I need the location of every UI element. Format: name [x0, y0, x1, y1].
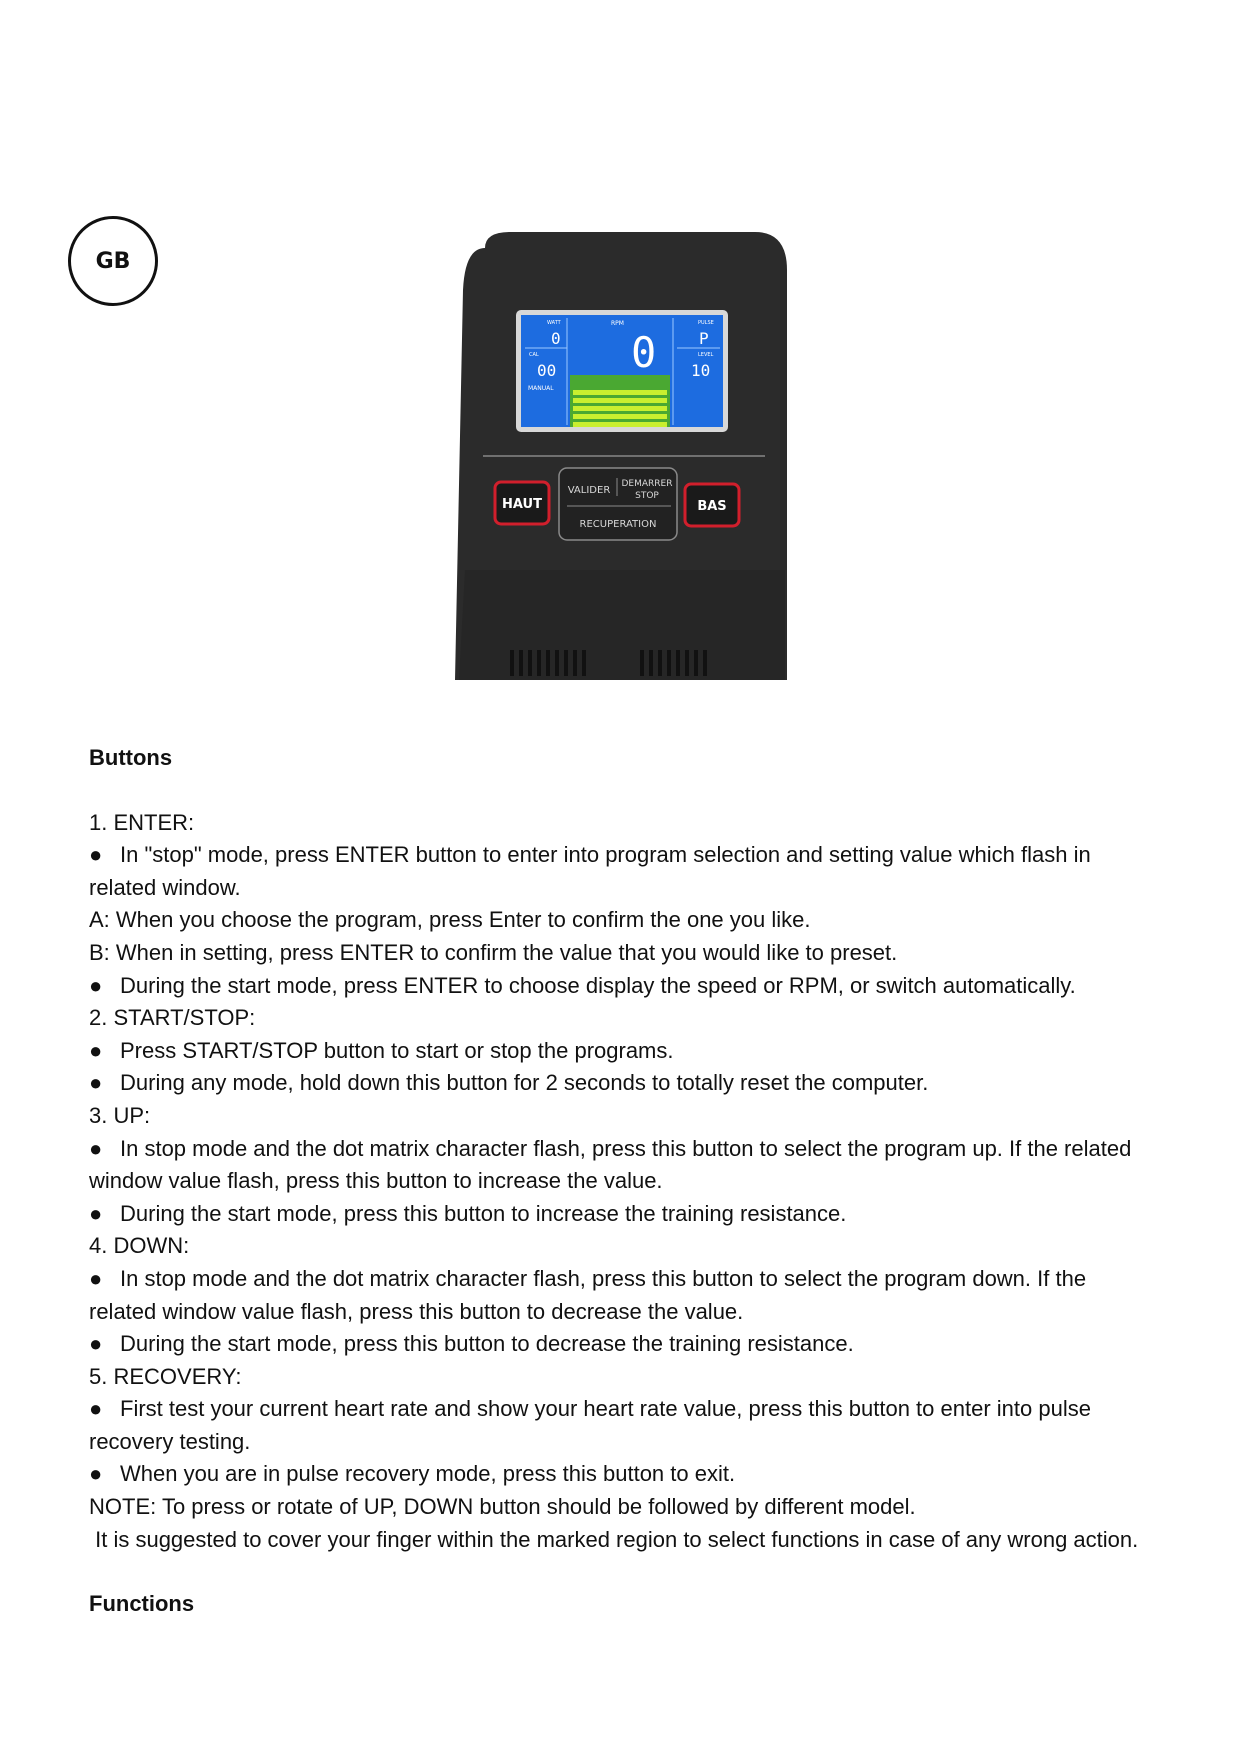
- functions-heading: Functions: [89, 1591, 195, 1617]
- bullet-text: When you are in pulse recovery mode, press this button to exit.: [120, 1461, 736, 1487]
- spacer: [89, 775, 1149, 807]
- language-badge: [68, 216, 158, 306]
- document-body: [89, 742, 1149, 1621]
- start-stop-label-line1: DEMARRER: [621, 479, 673, 489]
- bullet-icon: ●: [89, 1037, 103, 1063]
- lcd-watt-label: WATT: [547, 320, 561, 326]
- note-line: NOTE: To press or rotate of UP, DOWN button should be followed by different model.: [89, 1494, 916, 1520]
- start-stop-title: 2. START/STOP:: [89, 1005, 256, 1031]
- up-button[interactable]: [495, 482, 549, 524]
- buttons-heading: Buttons: [89, 745, 173, 770]
- down-button[interactable]: [685, 484, 739, 526]
- note-line: It is suggested to cover your finger within the marked region to select functions in case of any wrong action.: [89, 1526, 1139, 1552]
- text-line: B: When in setting, press ENTER to confirm the value that you would like to preset.: [89, 939, 898, 965]
- lcd-mode-label: MANUAL: [528, 385, 554, 392]
- enter-button[interactable]: [563, 472, 615, 504]
- enter-title: 1. ENTER:: [89, 809, 195, 835]
- bullet-item: [89, 1035, 1149, 1068]
- bullet-icon: ●: [89, 1265, 103, 1291]
- lcd-level-value: 10: [691, 361, 711, 380]
- bullet-item: [89, 970, 1149, 1003]
- bullet-icon: ●: [89, 1070, 103, 1096]
- lcd-pulse-value: P: [699, 329, 709, 348]
- bullet-icon: ●: [89, 972, 103, 998]
- enter-button-label: VALIDER: [567, 485, 611, 496]
- lcd-rpm-value: 0: [631, 328, 657, 377]
- bullet-item: [89, 1328, 1149, 1361]
- bullet-item: [89, 1458, 1149, 1491]
- bullet-text: During the start mode, press this button to decrease the training resistance.: [120, 1331, 854, 1357]
- vent-grille-left: [510, 650, 586, 676]
- bullet-item: [89, 1067, 1149, 1100]
- bullet-icon: ●: [89, 1135, 103, 1161]
- start-stop-label-line2: STOP: [635, 491, 659, 501]
- bullet-text: First test your current heart rate and show your heart rate value, press this button to enter into pulse recovery testing.: [89, 1396, 1091, 1454]
- start-stop-button[interactable]: [619, 472, 675, 504]
- bullet-icon: ●: [89, 1331, 103, 1357]
- bullet-item: [89, 1133, 1149, 1198]
- lcd-rpm-label: RPM: [611, 320, 624, 327]
- language-badge-label: GB: [95, 248, 131, 274]
- bullet-text: In stop mode and the dot matrix character flash, press this button to select the program down. If the related window value flash, press this button to decrease the value.: [89, 1265, 1087, 1324]
- bullet-text: In stop mode and the dot matrix character flash, press this button to select the program up. If the related window value flash, press this button to increase the value.: [89, 1135, 1132, 1194]
- down-button-label: BAS: [697, 499, 727, 514]
- recovery-button-label: RECUPERATION: [579, 519, 657, 530]
- bullet-icon: ●: [89, 842, 103, 868]
- bullet-text: Press START/STOP button to start or stop the programs.: [120, 1037, 674, 1063]
- lcd-watt-value: 0: [551, 329, 561, 348]
- bullet-text: During the start mode, press ENTER to choose display the speed or RPM, or switch automatically.: [120, 972, 1076, 998]
- bullet-icon: ●: [89, 1200, 103, 1226]
- lcd-level-label: LEVEL: [698, 352, 714, 358]
- bullet-item: [89, 839, 1149, 904]
- lcd-cal-value: 00: [537, 361, 557, 380]
- lcd-pulse-label: PULSE: [698, 320, 714, 326]
- console-lower-panel: [459, 570, 785, 680]
- up-title: 3. UP:: [89, 1102, 151, 1128]
- bullet-icon: ●: [89, 1396, 103, 1422]
- bullet-text: During the start mode, press this button to increase the training resistance.: [120, 1200, 847, 1226]
- up-button-label: HAUT: [502, 497, 542, 512]
- bullet-icon: ●: [89, 1461, 103, 1487]
- console-photo: [455, 230, 795, 688]
- bullet-item: [89, 1263, 1149, 1328]
- bullet-item: [89, 1198, 1149, 1231]
- console-illustration: [455, 230, 795, 688]
- bullet-item: [89, 1393, 1149, 1458]
- text-line: A: When you choose the program, press Enter to confirm the one you like.: [89, 907, 811, 933]
- recovery-button[interactable]: [563, 510, 673, 536]
- spacer: [89, 1556, 1149, 1588]
- down-title: 4. DOWN:: [89, 1233, 190, 1259]
- recovery-title: 5. RECOVERY:: [89, 1363, 242, 1389]
- lcd-cal-label: CAL: [529, 352, 539, 358]
- bullet-text: In "stop" mode, press ENTER button to enter into program selection and setting value which flash in related window.: [89, 842, 1091, 900]
- bullet-text: During any mode, hold down this button for 2 seconds to totally reset the computer.: [120, 1070, 929, 1096]
